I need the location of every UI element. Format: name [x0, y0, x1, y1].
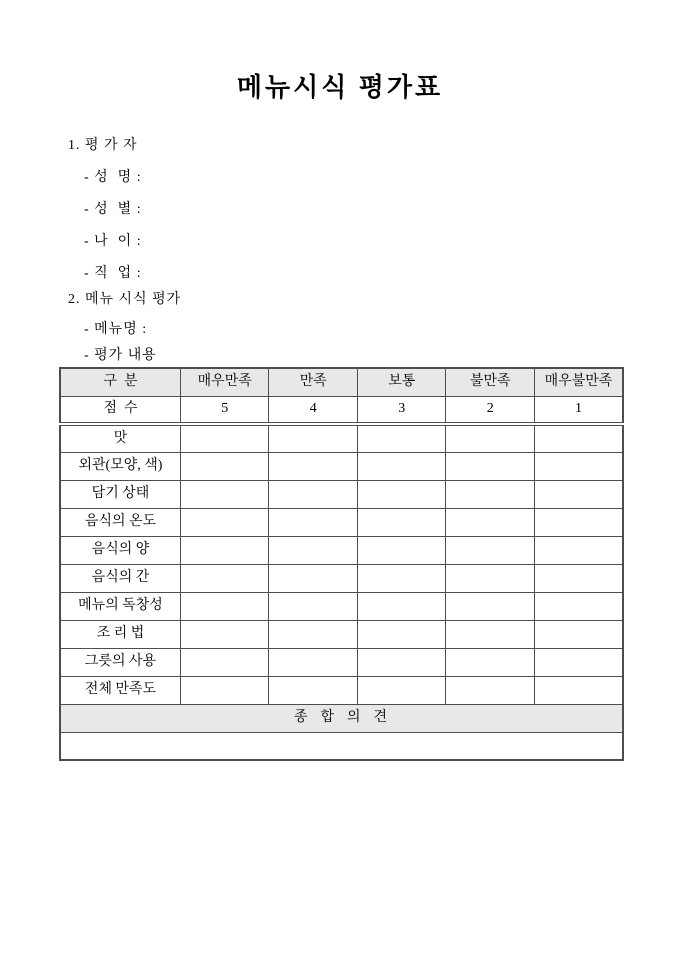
- criterion-label-cell: 조 리 법: [60, 620, 180, 648]
- rating-cell[interactable]: [534, 564, 623, 592]
- field-occupation-label: - 직 업 :: [84, 266, 142, 281]
- rating-cell[interactable]: [357, 424, 446, 452]
- rating-cell[interactable]: [269, 648, 358, 676]
- rating-cell[interactable]: [180, 592, 269, 620]
- rating-cell[interactable]: [357, 452, 446, 480]
- rating-cell[interactable]: [534, 480, 623, 508]
- rating-cell[interactable]: [269, 452, 358, 480]
- rating-header-very-satisfied: 매우만족: [180, 368, 269, 396]
- score-row: [60, 396, 623, 424]
- rating-cell[interactable]: [180, 648, 269, 676]
- rating-cell[interactable]: [446, 536, 535, 564]
- menu-name-label: - 메뉴명 :: [84, 322, 148, 337]
- table-row-tableware: [60, 648, 623, 676]
- comments-row: [60, 732, 623, 760]
- rating-cell[interactable]: [269, 508, 358, 536]
- score-value-4: 4: [269, 396, 358, 424]
- section-evaluation: [0, 292, 680, 364]
- page-title: 메뉴시식 평가표: [236, 73, 444, 102]
- rating-table: [59, 367, 624, 761]
- field-gender-label: - 성 별 :: [84, 202, 142, 217]
- criterion-label-cell: 메뉴의 독창성: [60, 592, 180, 620]
- rating-cell[interactable]: [534, 452, 623, 480]
- rating-header-very-dissatisfied: 매우불만족: [534, 368, 623, 396]
- rating-cell[interactable]: [180, 508, 269, 536]
- field-age-label: - 나 이 :: [84, 234, 142, 249]
- criterion-label-cell: 전체 만족도: [60, 676, 180, 704]
- rating-cell[interactable]: [534, 648, 623, 676]
- rating-header-average: 보통: [357, 368, 446, 396]
- rating-cell[interactable]: [269, 424, 358, 452]
- section-evaluator: [0, 138, 680, 282]
- score-value-5: 5: [180, 396, 269, 424]
- rating-cell[interactable]: [357, 648, 446, 676]
- rating-header-satisfied: 만족: [269, 368, 358, 396]
- rating-cell[interactable]: [269, 480, 358, 508]
- rating-cell[interactable]: [446, 564, 535, 592]
- evaluation-section-heading: 2. 메뉴 시식 평가: [68, 292, 182, 307]
- table-row-taste: [60, 424, 623, 452]
- evaluation-content-label: - 평가 내용: [84, 348, 157, 363]
- comments-area[interactable]: [60, 732, 623, 760]
- rating-cell[interactable]: [446, 676, 535, 704]
- rating-cell[interactable]: [446, 648, 535, 676]
- table-row-seasoning: [60, 564, 623, 592]
- rating-cell[interactable]: [357, 620, 446, 648]
- rating-cell[interactable]: [180, 536, 269, 564]
- rating-cell[interactable]: [180, 676, 269, 704]
- rating-cell[interactable]: [357, 508, 446, 536]
- rating-cell[interactable]: [534, 424, 623, 452]
- rating-header-dissatisfied: 불만족: [446, 368, 535, 396]
- rating-cell[interactable]: [534, 620, 623, 648]
- table-row-plating: [60, 480, 623, 508]
- evaluator-section-heading: 1. 평 가 자: [68, 138, 138, 153]
- criterion-label-cell: 음식의 간: [60, 564, 180, 592]
- summary-header-cell: 종 합 의 견: [60, 704, 623, 732]
- table-row-temperature: [60, 508, 623, 536]
- score-label-cell: 점 수: [60, 396, 180, 424]
- rating-cell[interactable]: [446, 424, 535, 452]
- rating-cell[interactable]: [269, 676, 358, 704]
- criterion-label-cell: 맛: [60, 424, 180, 452]
- rating-cell[interactable]: [357, 676, 446, 704]
- rating-cell[interactable]: [446, 620, 535, 648]
- rating-cell[interactable]: [534, 676, 623, 704]
- rating-cell[interactable]: [446, 480, 535, 508]
- table-row-originality: [60, 592, 623, 620]
- criterion-label-cell: 그릇의 사용: [60, 648, 180, 676]
- rating-cell[interactable]: [269, 620, 358, 648]
- field-name-label: - 성 명 :: [84, 170, 142, 185]
- rating-cell[interactable]: [180, 564, 269, 592]
- table-row-cooking-method: [60, 620, 623, 648]
- rating-cell[interactable]: [534, 536, 623, 564]
- rating-cell[interactable]: [446, 452, 535, 480]
- criterion-label-cell: 외관(모양, 색): [60, 452, 180, 480]
- rating-cell[interactable]: [534, 592, 623, 620]
- score-value-2: 2: [446, 396, 535, 424]
- rating-cell[interactable]: [269, 564, 358, 592]
- rating-cell[interactable]: [534, 508, 623, 536]
- rating-cell[interactable]: [269, 536, 358, 564]
- rating-cell[interactable]: [446, 592, 535, 620]
- table-header-row: [60, 368, 623, 396]
- rating-cell[interactable]: [357, 536, 446, 564]
- criterion-label-cell: 담기 상태: [60, 480, 180, 508]
- rating-cell[interactable]: [180, 452, 269, 480]
- rating-cell[interactable]: [180, 424, 269, 452]
- rating-cell[interactable]: [357, 592, 446, 620]
- rating-cell[interactable]: [269, 592, 358, 620]
- table-row-overall-satisfaction: [60, 676, 623, 704]
- rating-cell[interactable]: [446, 508, 535, 536]
- score-value-1: 1: [534, 396, 623, 424]
- rating-cell[interactable]: [357, 480, 446, 508]
- rating-cell[interactable]: [180, 480, 269, 508]
- table-row-quantity: [60, 536, 623, 564]
- category-header-cell: 구 분: [60, 368, 180, 396]
- table-row-appearance: [60, 452, 623, 480]
- rating-cell[interactable]: [357, 564, 446, 592]
- criterion-label-cell: 음식의 양: [60, 536, 180, 564]
- score-value-3: 3: [357, 396, 446, 424]
- rating-cell[interactable]: [180, 620, 269, 648]
- summary-header-row: [60, 704, 623, 732]
- criterion-label-cell: 음식의 온도: [60, 508, 180, 536]
